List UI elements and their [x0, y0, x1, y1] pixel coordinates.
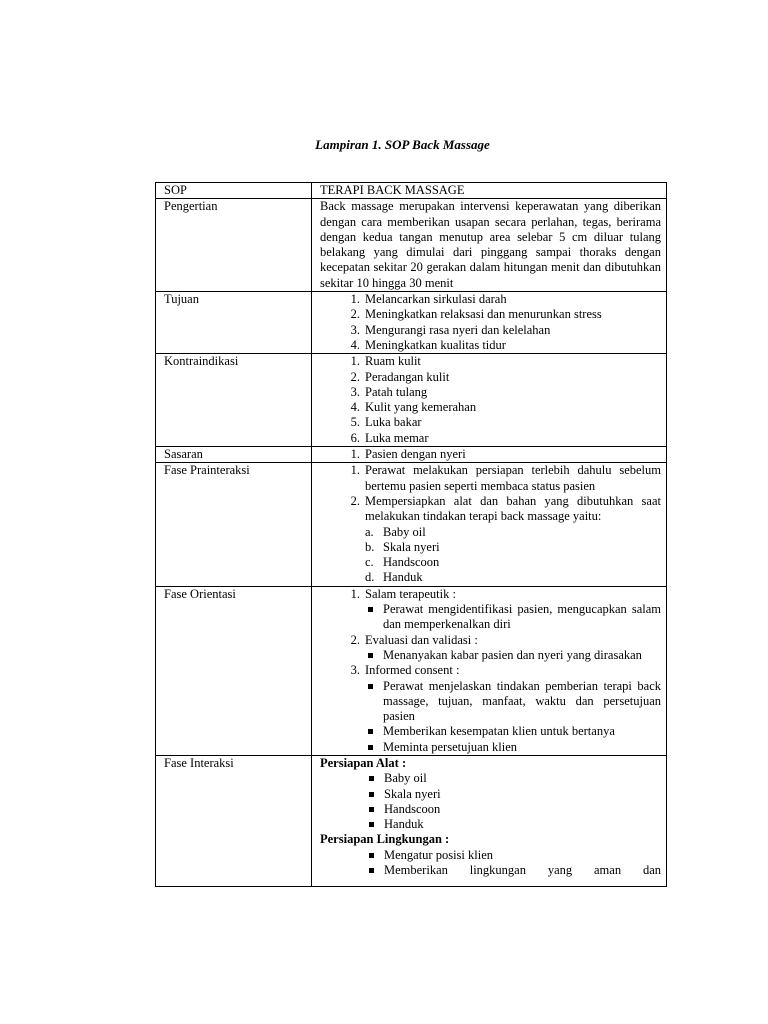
numbered-list [320, 463, 661, 585]
list-item-text: Handscoon [383, 555, 440, 570]
list-marker: a. [365, 524, 374, 539]
list-item [320, 431, 661, 446]
list-marker: 1. [350, 463, 360, 478]
table-row-sop [156, 183, 667, 199]
bullet-item: Skala nyeri [366, 787, 661, 802]
row-label: Tujuan [156, 292, 312, 354]
list-marker: 2. [350, 369, 360, 384]
table-row-kontraindikasi [156, 354, 667, 447]
list-item [320, 338, 661, 353]
lettered-list [365, 525, 661, 586]
row-label: Pengertian [156, 199, 312, 292]
list-marker: 6. [350, 430, 360, 445]
row-content [312, 292, 667, 354]
table-row-orientasi [156, 586, 667, 755]
list-marker: 2. [350, 632, 360, 647]
row-label: Kontraindikasi [156, 354, 312, 447]
list-item-text: Salam terapeutik : [365, 586, 456, 601]
list-item-text: Luka memar [365, 430, 429, 445]
list-item [320, 663, 661, 755]
list-item-text: Informed consent : [365, 663, 460, 678]
list-marker: 3. [350, 663, 360, 678]
bullet-list [320, 848, 661, 879]
list-item [320, 587, 661, 633]
list-item [365, 555, 661, 570]
list-marker: 2. [350, 307, 360, 322]
list-marker: 4. [350, 400, 360, 415]
row-content [312, 354, 667, 447]
bullet-item: Memberikan kesempatan klien untuk bertanya [365, 724, 661, 739]
list-marker: 1. [350, 447, 360, 462]
document-title: Lampiran 1. SOP Back Massage [315, 137, 490, 152]
list-item-text: Mengurangi rasa nyeri dan kelelahan [365, 322, 551, 337]
bullet-list [320, 771, 661, 832]
numbered-list [320, 447, 661, 462]
definition-text: Back massage merupakan intervensi keperawatan yang diberikan dengan cara memberikan usapan secara perlahan, tegas, berirama dengan kedua tangan menutup area selebar 5 cm diluar tulang belakang yang dimulai dari pinggang sampai thoraks dengan kecepatan sekitar 20 gerakan dalam hitungan menit dan dibutuhkan sekitar 10 hingga 30 menit [312, 199, 667, 292]
list-marker: 3. [350, 322, 360, 337]
row-value: TERAPI BACK MASSAGE [312, 183, 667, 199]
bullet-item: Menanyakan kabar pasien dan nyeri yang dirasakan [365, 648, 661, 663]
list-item-text: Meningkatkan relaksasi dan menurunkan stress [365, 307, 602, 322]
page-cut [320, 878, 661, 886]
list-marker: 1. [350, 586, 360, 601]
table-row-tujuan [156, 292, 667, 354]
row-content [312, 463, 667, 586]
list-item-text: Kulit yang kemerahan [365, 400, 477, 415]
list-item [320, 415, 661, 430]
list-marker: 4. [350, 337, 360, 352]
list-item-text: Skala nyeri [383, 539, 440, 554]
bullet-item: Handscoon [366, 802, 661, 817]
list-item-text: Meningkatkan kualitas tidur [365, 337, 506, 352]
bullet-item: Baby oil [366, 771, 661, 786]
list-item [320, 447, 661, 462]
section-heading: Persiapan Lingkungan : [320, 832, 450, 847]
list-item [320, 494, 661, 586]
list-marker: 1. [350, 354, 360, 369]
list-item-text: Ruam kulit [365, 354, 421, 369]
row-label: Fase Prainteraksi [156, 463, 312, 586]
list-item-text: Luka bakar [365, 415, 422, 430]
numbered-list [320, 292, 661, 353]
bullet-item: Perawat menjelaskan tindakan pemberian terapi back massage, tujuan, manfaat, waktu dan persetujuan pasien [365, 679, 661, 725]
bullet-list [365, 648, 661, 663]
row-label: Fase Orientasi [156, 586, 312, 755]
numbered-list [320, 587, 661, 755]
list-item [320, 354, 661, 369]
row-label: SOP [156, 183, 312, 199]
bullet-item: Perawat mengidentifikasi pasien, mengucapkan salam dan memperkenalkan diri [365, 602, 661, 633]
row-content [312, 755, 667, 886]
section-heading: Persiapan Alat : [320, 755, 407, 770]
list-item [365, 525, 661, 540]
list-item [365, 570, 661, 585]
list-item [320, 307, 661, 322]
bullet-item: Memberikan lingkungan yang aman dan [366, 863, 661, 878]
list-item [320, 633, 661, 664]
list-item-text: Perawat melakukan persiapan terlebih dahulu sebelum bertemu pasien seperti membaca status pasien [365, 463, 661, 493]
list-marker: c. [365, 555, 374, 570]
list-marker: b. [365, 539, 375, 554]
list-marker: 1. [350, 292, 360, 307]
list-item-text: Pasien dengan nyeri [365, 447, 466, 462]
sop-table [155, 182, 667, 887]
list-item-text: Melancarkan sirkulasi darah [365, 292, 507, 307]
bullet-list [365, 602, 661, 633]
row-content [312, 447, 667, 463]
list-item-text: Patah tulang [365, 384, 428, 399]
list-marker: 3. [350, 384, 360, 399]
list-item [320, 385, 661, 400]
row-label: Sasaran [156, 447, 312, 463]
list-item [320, 370, 661, 385]
list-marker: d. [365, 570, 375, 585]
bullet-list [365, 679, 661, 755]
bullet-item: Handuk [366, 817, 661, 832]
row-content [312, 586, 667, 755]
list-item [320, 292, 661, 307]
list-item [320, 323, 661, 338]
list-item-text: Baby oil [383, 524, 426, 539]
table-row-sasaran [156, 447, 667, 463]
list-item-text: Evaluasi dan validasi : [365, 632, 478, 647]
list-item [320, 400, 661, 415]
bullet-item: Mengatur posisi klien [366, 848, 661, 863]
list-marker: 5. [350, 415, 360, 430]
numbered-list [320, 354, 661, 446]
bullet-item: Meminta persetujuan klien [365, 740, 661, 755]
table-row-interaksi [156, 755, 667, 886]
list-item-text: Mempersiapkan alat dan bahan yang dibutuhkan saat melakukan tindakan terapi back massage yaitu: [365, 493, 661, 524]
list-item [365, 540, 661, 555]
table-row-pengertian [156, 199, 667, 292]
table-row-prainteraksi [156, 463, 667, 586]
row-label: Fase Interaksi [156, 755, 312, 886]
list-item-text: Handuk [383, 570, 423, 585]
list-item [320, 463, 661, 494]
list-marker: 2. [350, 493, 360, 508]
list-item-text: Peradangan kulit [365, 369, 450, 384]
